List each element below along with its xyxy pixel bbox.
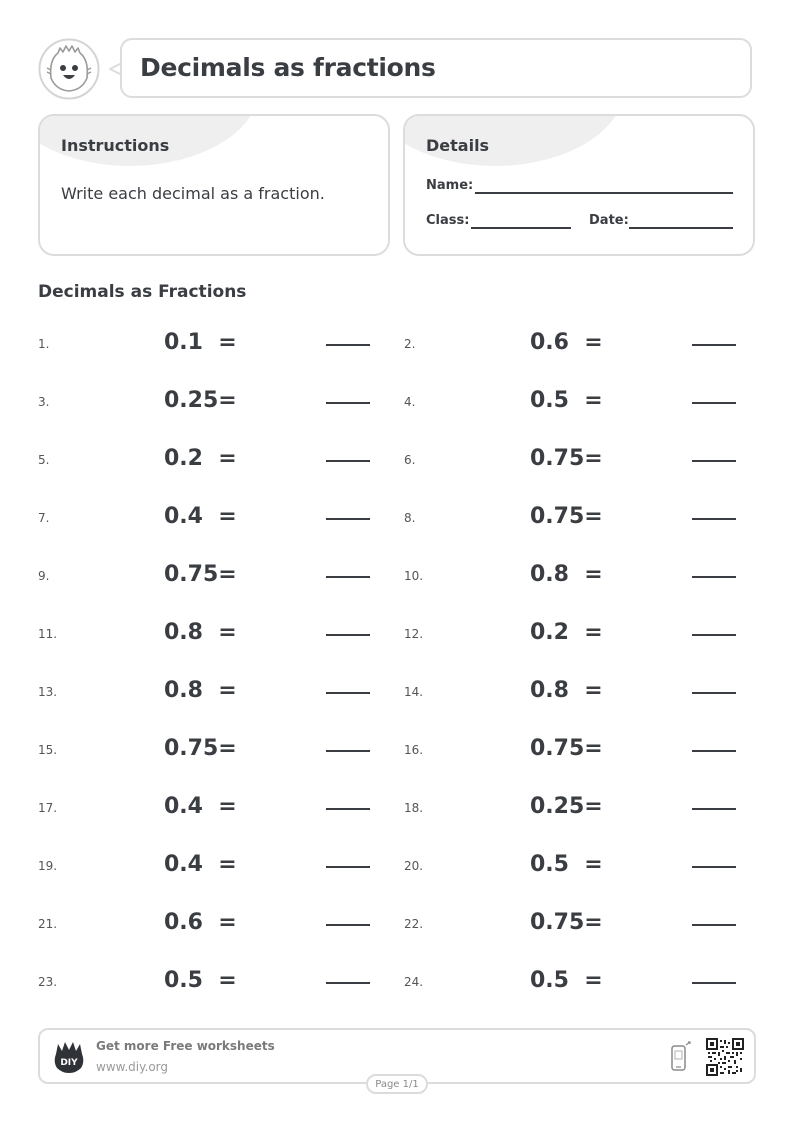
- phone-icon: [670, 1041, 692, 1073]
- footer-url[interactable]: www.diy.org: [96, 1060, 168, 1074]
- problem-item: [404, 794, 744, 824]
- page-indicator: Page 1/1: [366, 1074, 428, 1094]
- problem-number: 16.: [404, 743, 424, 757]
- date-field[interactable]: [629, 227, 733, 229]
- problem-item: [404, 910, 744, 940]
- problem-number: 20.: [404, 859, 424, 873]
- section-title: Decimals as Fractions: [38, 282, 247, 302]
- answer-line[interactable]: [692, 808, 736, 810]
- details-heading: Details: [426, 136, 490, 155]
- answer-line[interactable]: [326, 982, 370, 984]
- problem-expression: 0.75=: [164, 736, 237, 761]
- problem-expression: 0.25=: [530, 794, 603, 819]
- class-field[interactable]: [471, 227, 571, 229]
- answer-line[interactable]: [692, 634, 736, 636]
- answer-line[interactable]: [326, 924, 370, 926]
- answer-line[interactable]: [692, 866, 736, 868]
- mascot-face-icon: [38, 38, 100, 100]
- answer-line[interactable]: [692, 924, 736, 926]
- diy-logo-icon: [52, 1040, 86, 1074]
- problem-number: 19.: [38, 859, 58, 873]
- problem-expression: 0.25=: [164, 388, 237, 413]
- problem-item: [404, 388, 744, 418]
- date-label: Date:: [589, 213, 629, 228]
- problem-number: 12.: [404, 627, 424, 641]
- problem-expression: 0.8 =: [530, 562, 603, 587]
- problem-number: 14.: [404, 685, 424, 699]
- page-title: Decimals as fractions: [140, 53, 436, 82]
- problem-item: [38, 852, 378, 882]
- answer-line[interactable]: [692, 576, 736, 578]
- answer-line[interactable]: [692, 344, 736, 346]
- instructions-text: Write each decimal as a fraction.: [61, 184, 325, 203]
- problem-item: [38, 794, 378, 824]
- problem-number: 11.: [38, 627, 58, 641]
- problem-item: [38, 330, 378, 360]
- problem-item: [404, 968, 744, 998]
- problem-expression: 0.2 =: [164, 446, 237, 471]
- problem-expression: 0.1 =: [164, 330, 237, 355]
- problem-item: [38, 504, 378, 534]
- problem-item: [404, 562, 744, 592]
- problem-item: [38, 736, 378, 766]
- problem-expression: 0.75=: [530, 910, 603, 935]
- problem-item: [38, 562, 378, 592]
- problem-number: 5.: [38, 453, 50, 467]
- problem-item: [38, 620, 378, 650]
- problem-number: 23.: [38, 975, 58, 989]
- problem-expression: 0.5 =: [530, 388, 603, 413]
- problem-item: [38, 910, 378, 940]
- footer-title: Get more Free worksheets: [96, 1039, 275, 1053]
- problem-expression: 0.2 =: [530, 620, 603, 645]
- problem-number: 24.: [404, 975, 424, 989]
- problem-expression: 0.5 =: [530, 852, 603, 877]
- answer-line[interactable]: [692, 750, 736, 752]
- problem-number: 6.: [404, 453, 416, 467]
- problem-item: [404, 620, 744, 650]
- problem-item: [38, 968, 378, 998]
- problem-item: [404, 678, 744, 708]
- problem-expression: 0.8 =: [164, 620, 237, 645]
- problem-number: 10.: [404, 569, 424, 583]
- problem-expression: 0.5 =: [530, 968, 603, 993]
- answer-line[interactable]: [326, 518, 370, 520]
- answer-line[interactable]: [326, 344, 370, 346]
- problem-number: 7.: [38, 511, 50, 525]
- answer-line[interactable]: [326, 576, 370, 578]
- problem-number: 17.: [38, 801, 58, 815]
- name-label: Name:: [426, 178, 474, 193]
- problem-expression: 0.75=: [530, 736, 603, 761]
- problem-item: [404, 330, 744, 360]
- problem-item: [38, 446, 378, 476]
- answer-line[interactable]: [692, 518, 736, 520]
- problem-number: 2.: [404, 337, 416, 351]
- answer-line[interactable]: [692, 982, 736, 984]
- problem-number: 3.: [38, 395, 50, 409]
- problem-expression: 0.8 =: [530, 678, 603, 703]
- problem-number: 22.: [404, 917, 424, 931]
- problem-expression: 0.75=: [530, 504, 603, 529]
- problem-item: [404, 504, 744, 534]
- instructions-heading: Instructions: [61, 136, 170, 155]
- problem-expression: 0.75=: [530, 446, 603, 471]
- problem-number: 13.: [38, 685, 58, 699]
- answer-line[interactable]: [326, 402, 370, 404]
- problem-expression: 0.8 =: [164, 678, 237, 703]
- problem-expression: 0.75=: [164, 562, 237, 587]
- answer-line[interactable]: [326, 634, 370, 636]
- diy-logo-text: DIY: [60, 1058, 78, 1068]
- problem-expression: 0.5 =: [164, 968, 237, 993]
- problem-number: 4.: [404, 395, 416, 409]
- problem-number: 21.: [38, 917, 58, 931]
- answer-line[interactable]: [692, 402, 736, 404]
- problem-expression: 0.4 =: [164, 794, 237, 819]
- problem-expression: 0.6 =: [530, 330, 603, 355]
- problem-item: [38, 678, 378, 708]
- problem-expression: 0.4 =: [164, 504, 237, 529]
- answer-line[interactable]: [326, 460, 370, 462]
- problem-item: [38, 388, 378, 418]
- problem-item: [404, 446, 744, 476]
- answer-line[interactable]: [326, 808, 370, 810]
- problem-number: 18.: [404, 801, 424, 815]
- answer-line[interactable]: [326, 750, 370, 752]
- problem-number: 8.: [404, 511, 416, 525]
- instructions-card: [38, 114, 390, 256]
- qr-code-icon[interactable]: [706, 1038, 744, 1076]
- answer-line[interactable]: [692, 460, 736, 462]
- answer-line[interactable]: [326, 866, 370, 868]
- problem-item: [404, 852, 744, 882]
- problem-item: [404, 736, 744, 766]
- problem-number: 15.: [38, 743, 58, 757]
- answer-line[interactable]: [326, 692, 370, 694]
- title-box: [120, 38, 752, 98]
- name-field[interactable]: [475, 192, 733, 194]
- answer-line[interactable]: [692, 692, 736, 694]
- class-label: Class:: [426, 213, 470, 228]
- problem-expression: 0.4 =: [164, 852, 237, 877]
- details-card: [403, 114, 755, 256]
- problem-expression: 0.6 =: [164, 910, 237, 935]
- problem-number: 9.: [38, 569, 50, 583]
- problem-number: 1.: [38, 337, 50, 351]
